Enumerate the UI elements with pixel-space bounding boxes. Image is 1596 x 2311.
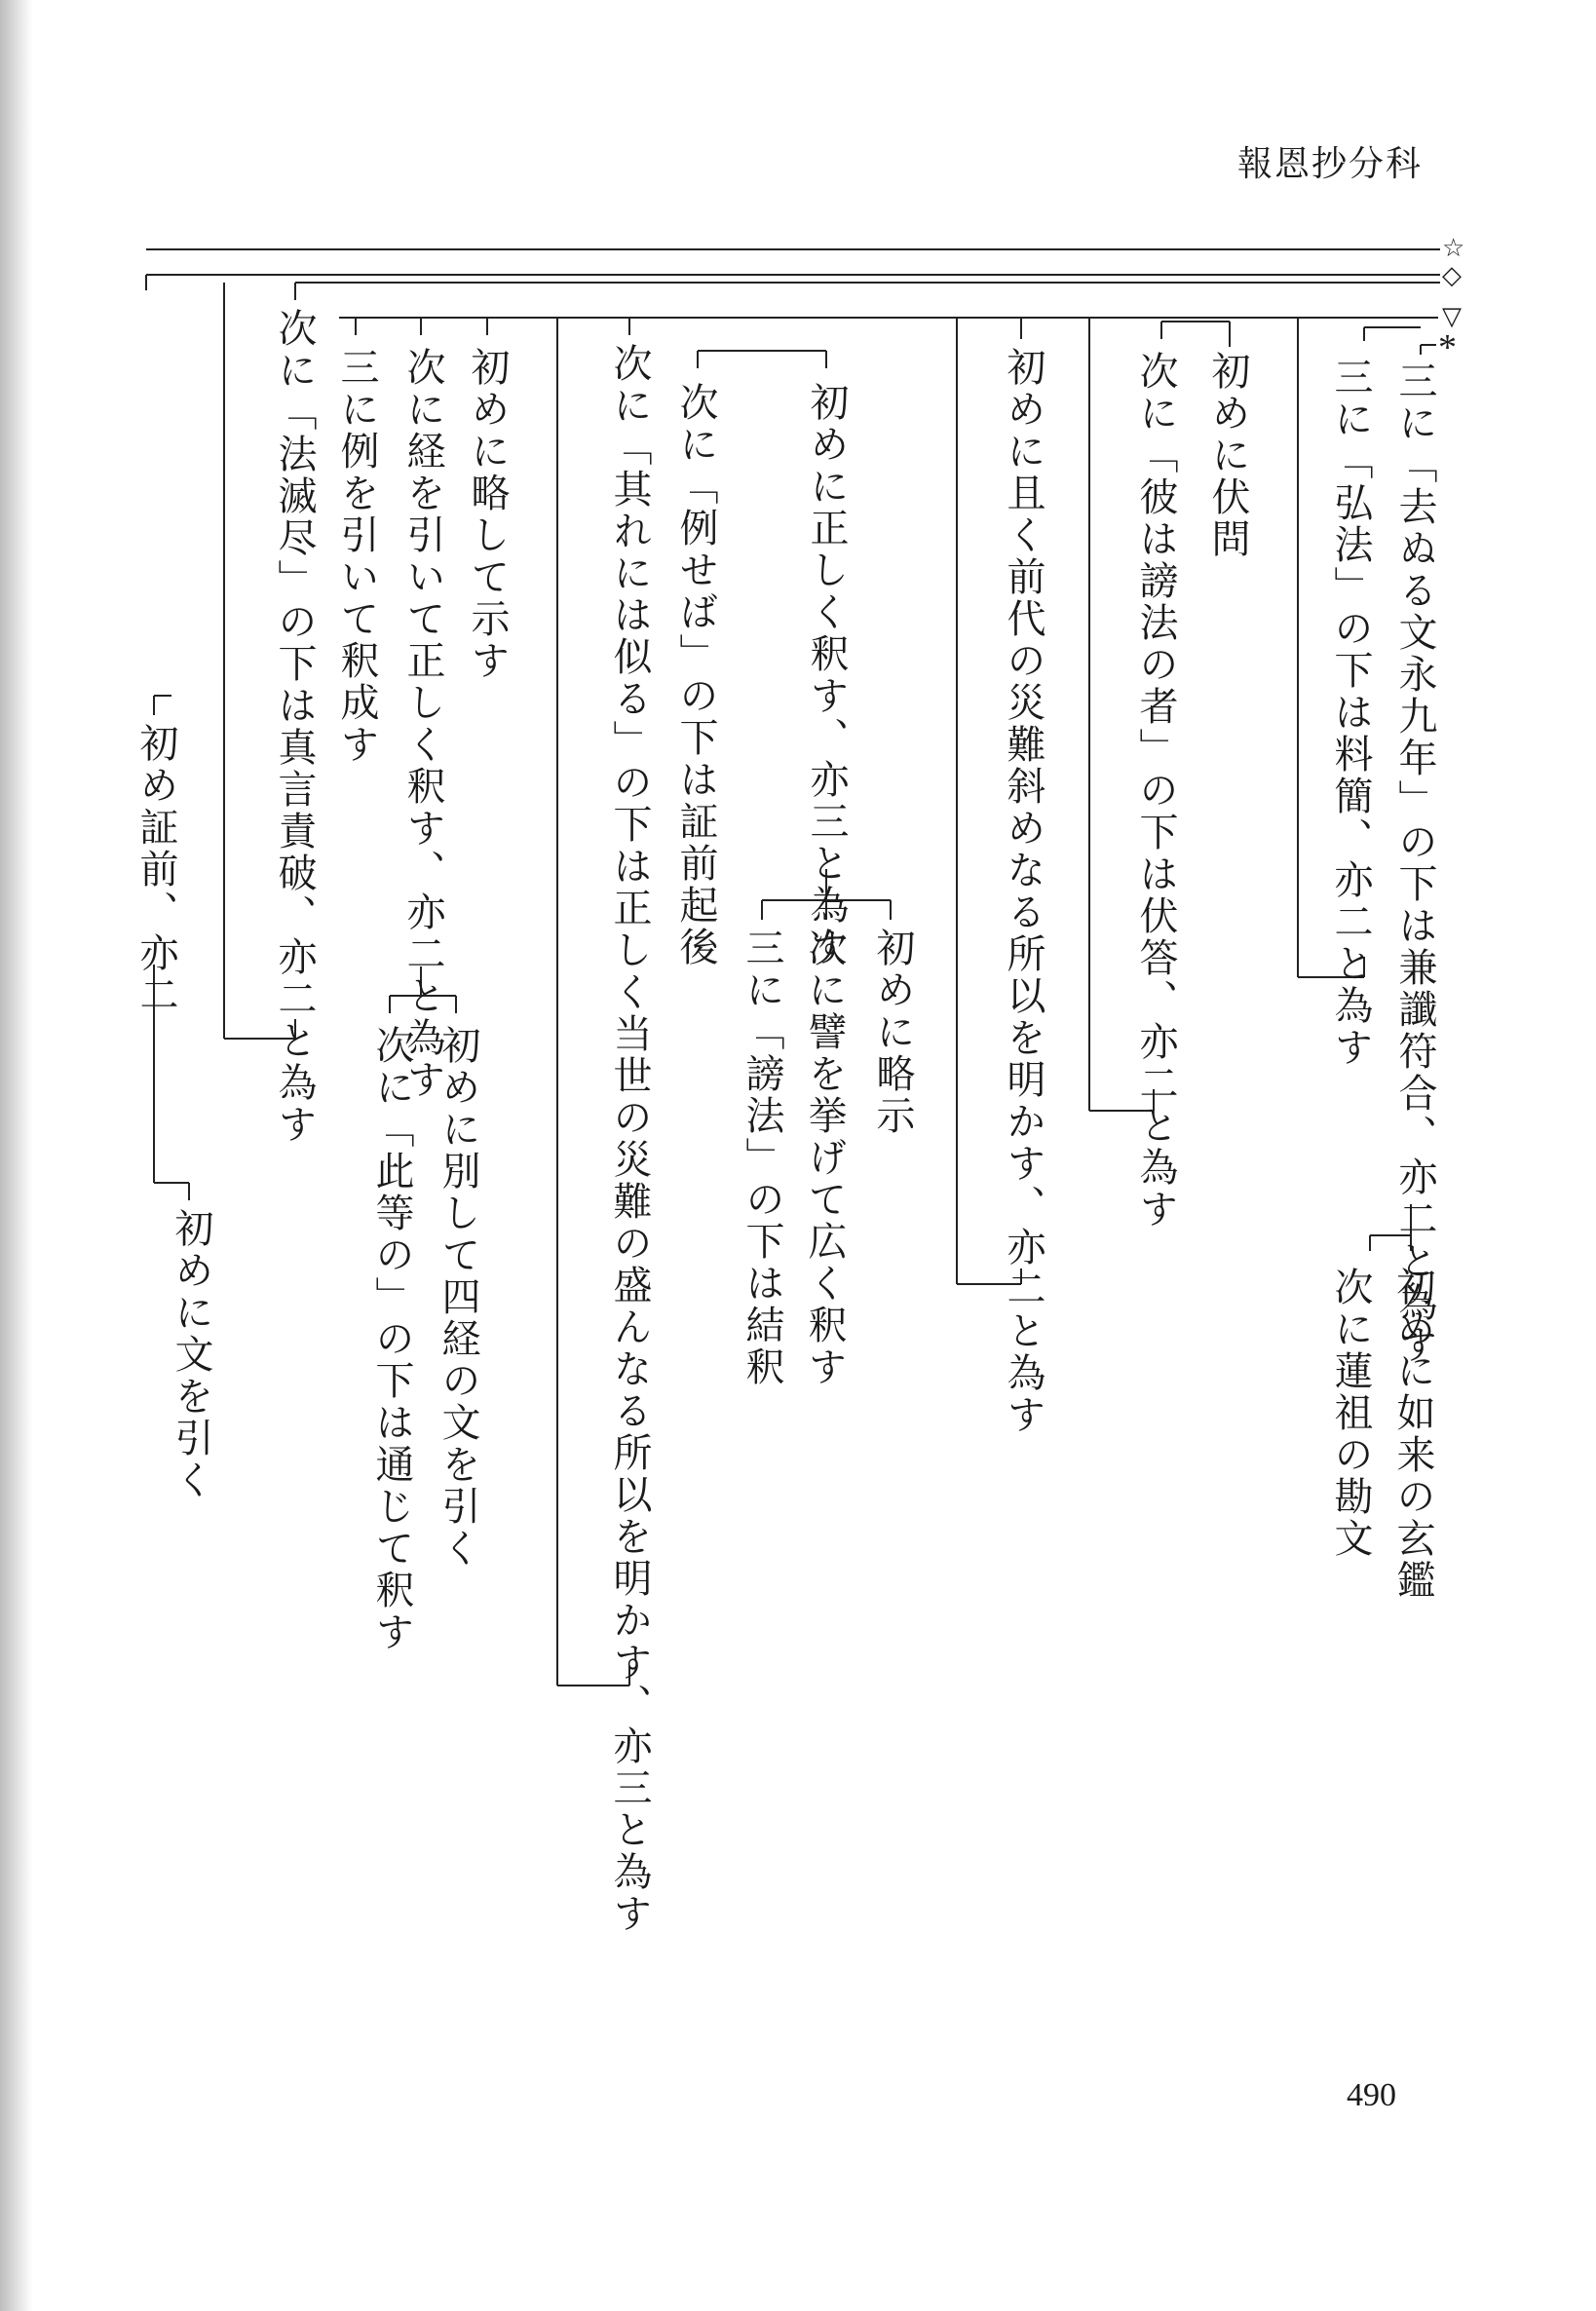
outline-item-n3: 初めに且く前代の災難斜めなる所以を明かす、亦二と為す: [1001, 347, 1045, 1436]
outline-item-n3a3: 三に「謗法」の下は結釈: [740, 928, 784, 1388]
diamond-marker: ◇: [1442, 261, 1462, 290]
outline-item-n3a: 初めに正しく釈す、亦三と為す: [804, 382, 849, 968]
running-header: 報恩抄分科: [1237, 144, 1424, 184]
outline-item-n4: 次に「其れには似る」の下は正しく当世の災難の盛んなる所以を明かす、亦三と為す: [607, 343, 652, 1935]
star-marker: ☆: [1442, 234, 1465, 263]
outline-item-n1a: 初めに如来の玄鑑: [1390, 1267, 1435, 1602]
outline-item-n3a1: 初めに略示: [870, 928, 915, 1137]
outline-item-n4b2: 次に「此等の」の下は通じて釈す: [369, 1025, 414, 1653]
outline-item-n2a: 初めに伏問: [1205, 351, 1250, 560]
outline-item-n2b: 次に「彼は謗法の者」の下は伏答、亦二と為す: [1133, 351, 1178, 1231]
outline-item-n3b: 次に「例せば」の下は証前起後: [673, 382, 718, 968]
outline-item-n4b: 次に経を引いて正しく釈す、亦二と為す: [400, 347, 445, 1101]
page-number: 490: [1347, 2077, 1396, 2113]
outline-item-n4c: 三に例を引いて釈成す: [334, 347, 379, 766]
outline-item-n4b1: 初めに別して四経の文を引く: [436, 1025, 480, 1570]
outline-item-n1: 三に「去ぬる文永九年」の下は兼讖符合、亦二と為す: [1392, 360, 1437, 1366]
outline-item-n4a: 初めに略して示す: [465, 347, 510, 682]
outline-item-n5a1: 初めに文を引く: [169, 1208, 213, 1501]
outline-item-n5: 次に「法滅尽」の下は真言責破、亦二と為す: [272, 308, 317, 1146]
outline-item-n5a: 初め証前、亦二: [133, 723, 178, 1016]
asterisk-marker: *: [1438, 327, 1457, 368]
outline-item-n1b: 次に蓮祖の勘文: [1328, 1267, 1373, 1560]
triangle-marker: ▽: [1442, 302, 1462, 331]
outline-item-n3a2: 次に譬を挙げて広く釈す: [802, 928, 847, 1388]
outline-item-n2: 三に「弘法」の下は料簡、亦二と為す: [1328, 357, 1373, 1069]
